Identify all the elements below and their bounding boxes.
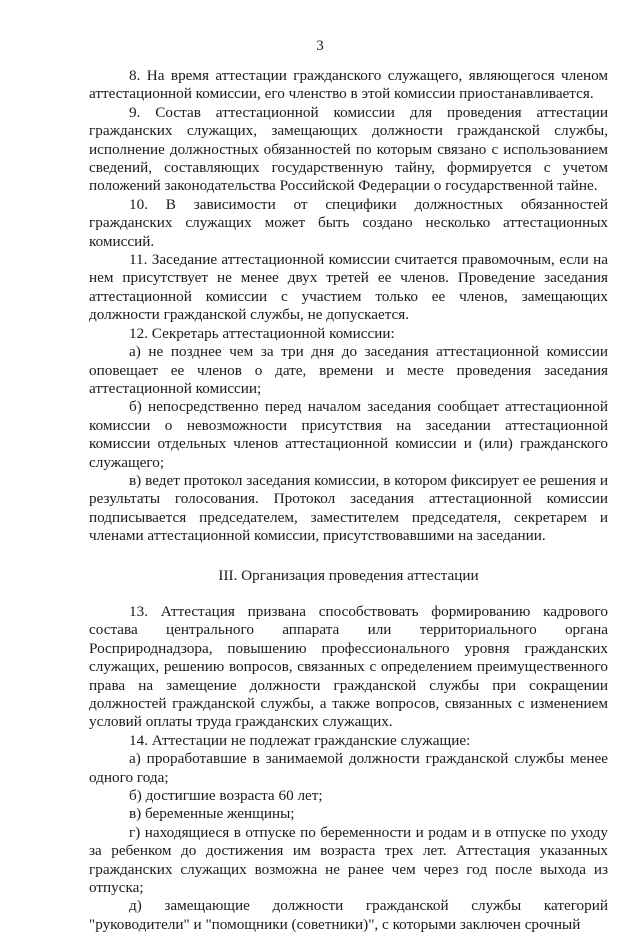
paragraph-14b: б) достигшие возраста 60 лет; bbox=[129, 787, 323, 805]
paragraph-14c: в) беременные женщины; bbox=[129, 805, 295, 823]
paragraph-14e: д) замещающие должности гражданской службы категорий "руководители" и "помощники (советники)", с которыми заключен срочный bbox=[89, 897, 608, 933]
paragraph-12a: а) не позднее чем за три дня до заседания аттестационной комиссии оповещает ее членов о дате, времени и месте проведения заседания аттестационной комиссии; bbox=[89, 343, 608, 397]
spacer bbox=[89, 585, 608, 603]
paragraph-14d: г) находящиеся в отпуске по беременности и родам и в отпуске по уходу за ребенком до достижения им возраста трех лет. Аттестация указанных гражданских служащих возможна не ранее чем через год после выхода из отпуска; bbox=[89, 823, 608, 897]
paragraph-10: 10. В зависимости от специфики должностных обязанностей гражданских служащих может быть создано несколько аттестационных комиссий. bbox=[89, 195, 608, 250]
paragraph-12c: в) ведет протокол заседания комиссии, в котором фиксирует ее решения и результаты голосования. Протокол заседания аттестационной комиссии подписывается председателем, заместителем председателя, секретарем и членами аттестационной комиссии, присутствовавшими на заседании. bbox=[89, 471, 608, 545]
paragraph-14a: а) проработавшие в занимаемой должности гражданской службы менее одного года; bbox=[89, 750, 608, 786]
paragraph-9: 9. Состав аттестационной комиссии для проведения аттестации гражданских служащих, замещающих должности гражданской службы, исполнение должностных обязанностей по которым связано с использованием сведений, составляющих государственную тайну, формируется с учетом положений законодательства Российской Федерации о государственной тайне. bbox=[89, 103, 608, 195]
paragraph-12b: б) непосредственно перед началом заседания сообщает аттестационной комиссии о невозможности присутствия на заседании аттестационной комиссии отдельных членов аттестационной комиссии и (или) гражданского служащего; bbox=[89, 398, 608, 471]
paragraph-12: 12. Секретарь аттестационной комиссии: bbox=[129, 324, 395, 342]
page-number: 3 bbox=[316, 38, 324, 54]
paragraph-8: 8. На время аттестации гражданского служащего, являющегося членом аттестационной комиссии, его членство в этой комиссии приостанавливается. bbox=[89, 67, 608, 103]
document-body bbox=[89, 67, 608, 934]
section-heading: III. Организация проведения аттестации bbox=[218, 566, 479, 584]
paragraph-14: 14. Аттестации не подлежат гражданские служащие: bbox=[129, 731, 471, 749]
paragraph-13: 13. Аттестация призвана способствовать формированию кадрового состава центрального аппарата или территориального органа Росприроднадзора, повышению профессионального уровня гражданских служащих, решению вопросов, связанных с определением преимущественного права на замещение должности гражданской службы при сокращении должностей гражданской службы, а также вопросов, связанных с изменением условий оплаты труда гражданских служащих. bbox=[89, 602, 608, 731]
spacer bbox=[89, 546, 608, 567]
paragraph-11: 11. Заседание аттестационной комиссии считается правомочным, если на нем присутствует не менее двух третей ее членов. Проведение заседания аттестационной комиссии с участием только ее членов, замещающих должности гражданской службы, не допускается. bbox=[89, 251, 608, 324]
